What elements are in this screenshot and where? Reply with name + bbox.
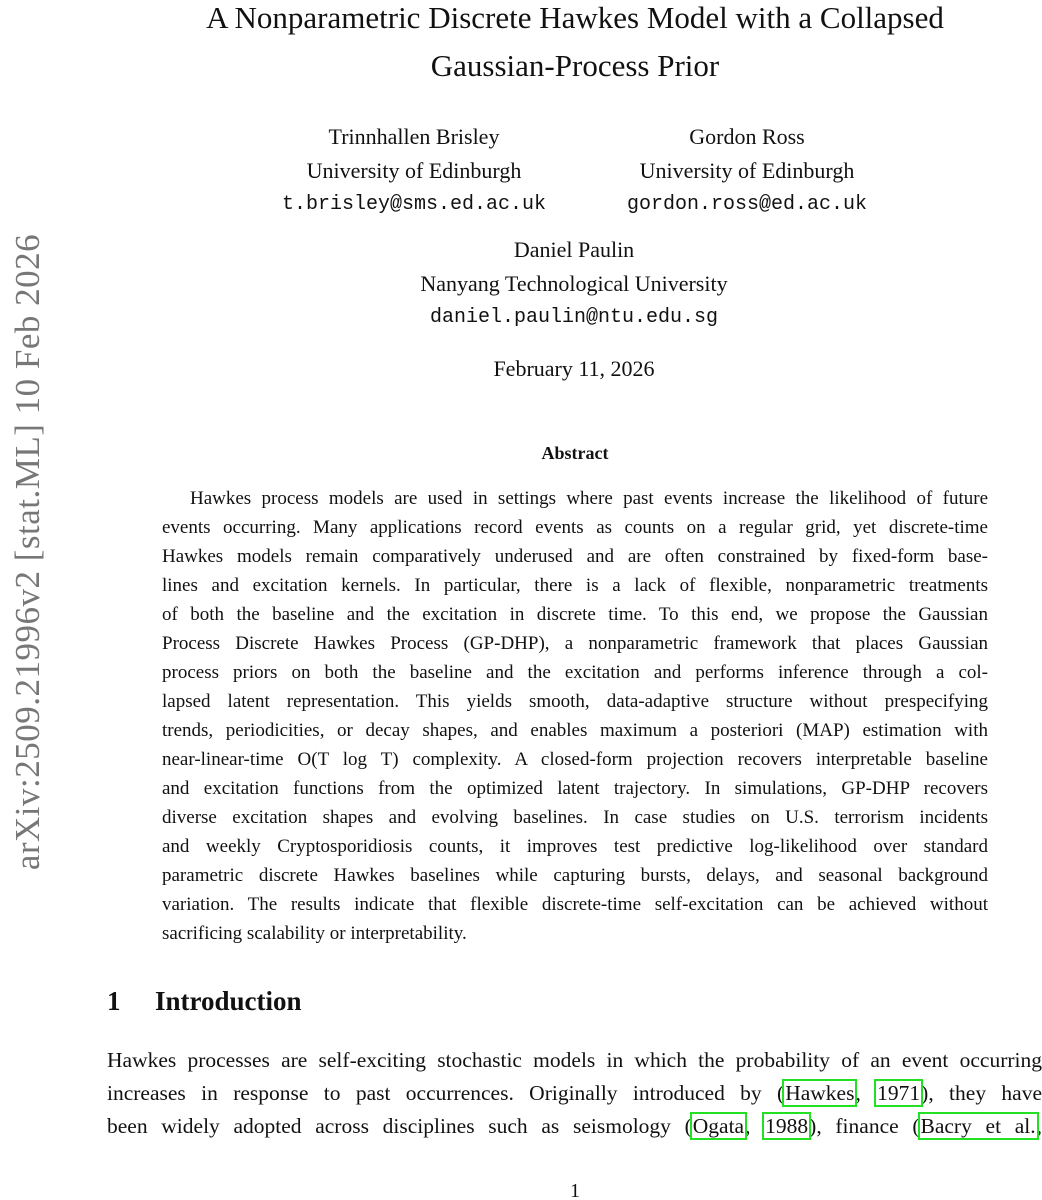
author-block — [374, 233, 774, 335]
section-heading — [107, 986, 302, 1017]
author-email[interactable]: t.brisley@sms.ed.ac.uk — [281, 193, 547, 216]
author-affiliation: University of Edinburgh — [306, 158, 522, 183]
abstract-line: diverse excitation shapes and evolving baselines. In case studies on U.S. terrorism incidents — [162, 807, 988, 828]
author-email[interactable]: daniel.paulin@ntu.edu.sg — [429, 306, 719, 329]
abstract-line: Hawkes process models are used in settings where past events increase the likelihood of future — [190, 488, 988, 509]
citation-link[interactable]: Ogata — [692, 1114, 745, 1138]
author-email[interactable]: gordon.ross@ed.ac.uk — [626, 193, 868, 216]
abstract-line: events occurring. Many applications record events as counts on a regular grid, yet discrete-time — [162, 517, 988, 538]
arxiv-side-label: arXiv:2509.21996v2 [stat.ML] 10 Feb 2026 — [8, 233, 47, 871]
abstract-line: near-linear-time O(T log T) complexity. A closed-form projection recovers interpretable baseline — [162, 749, 988, 770]
text-span: , — [855, 1081, 877, 1105]
paper-title-line-2: Gaussian-Process Prior — [430, 48, 720, 83]
section-number: 1 — [107, 986, 121, 1016]
author-block — [264, 120, 564, 222]
page-number: 1 — [570, 1180, 580, 1200]
abstract-line: lapsed latent representation. This yields smooth, data-adaptive structure without prespecifying — [162, 691, 988, 712]
abstract-line: variation. The results indicate that flexible discrete-time self-excitation can be achieved without — [162, 894, 988, 915]
citation-link[interactable]: 1988 — [765, 1114, 809, 1138]
abstract-body — [162, 484, 988, 948]
text-span: ), they have — [921, 1081, 1042, 1105]
author-name: Daniel Paulin — [513, 237, 635, 262]
intro-paragraph — [107, 1044, 1042, 1143]
author-name: Gordon Ross — [689, 124, 805, 149]
text-span: , — [1036, 1114, 1042, 1138]
author-affiliation: University of Edinburgh — [639, 158, 855, 183]
abstract-heading: Abstract — [541, 443, 609, 463]
abstract-line: and weekly Cryptosporidiosis counts, it improves test predictive log-likelihood over standard — [162, 836, 988, 857]
abstract-line: of both the baseline and the excitation in discrete time. To this end, we propose the Gaussian — [162, 604, 988, 625]
paper-title-line-1: A Nonparametric Discrete Hawkes Model with a Collapsed — [206, 0, 944, 35]
text-span: ), finance ( — [809, 1114, 920, 1138]
abstract-line: lines and excitation kernels. In particular, there is a lack of flexible, nonparametric treatments — [162, 575, 988, 596]
text-line: Hawkes processes are self-exciting stochastic models in which the probability of an event occurring — [107, 1048, 1042, 1072]
abstract-line: Process Discrete Hawkes Process (GP-DHP), a nonparametric framework that places Gaussian — [162, 633, 988, 654]
citation-link[interactable]: Bacry et al. — [920, 1114, 1036, 1138]
abstract-line: parametric discrete Hawkes baselines while capturing bursts, delays, and seasonal background — [162, 865, 988, 886]
paper-date: February 11, 2026 — [493, 356, 655, 381]
text-line — [107, 1110, 1042, 1143]
text-span: increases in response to past occurrences. Originally introduced by ( — [107, 1081, 785, 1105]
text-line — [107, 1077, 1042, 1110]
abstract-line: trends, periodicities, or decay shapes, and enables maximum a posteriori (MAP) estimation with — [162, 720, 988, 741]
abstract-line: sacrificing scalability or interpretability. — [162, 923, 467, 944]
text-span: been widely adopted across disciplines such as seismology ( — [107, 1114, 692, 1138]
author-name: Trinnhallen Brisley — [328, 124, 500, 149]
abstract-line: and excitation functions from the optimized latent trajectory. In simulations, GP-DHP recovers — [162, 778, 988, 799]
citation-link[interactable]: Hawkes — [785, 1081, 855, 1105]
author-affiliation: Nanyang Technological University — [420, 271, 728, 296]
abstract-line: process priors on both the baseline and the excitation and performs inference through a col- — [162, 662, 988, 683]
abstract-line: Hawkes models remain comparatively underused and are often constrained by fixed-form base- — [162, 546, 988, 567]
author-block — [597, 120, 897, 222]
citation-link[interactable]: 1971 — [877, 1081, 921, 1105]
section-title: Introduction — [155, 986, 302, 1016]
text-span: , — [745, 1114, 765, 1138]
